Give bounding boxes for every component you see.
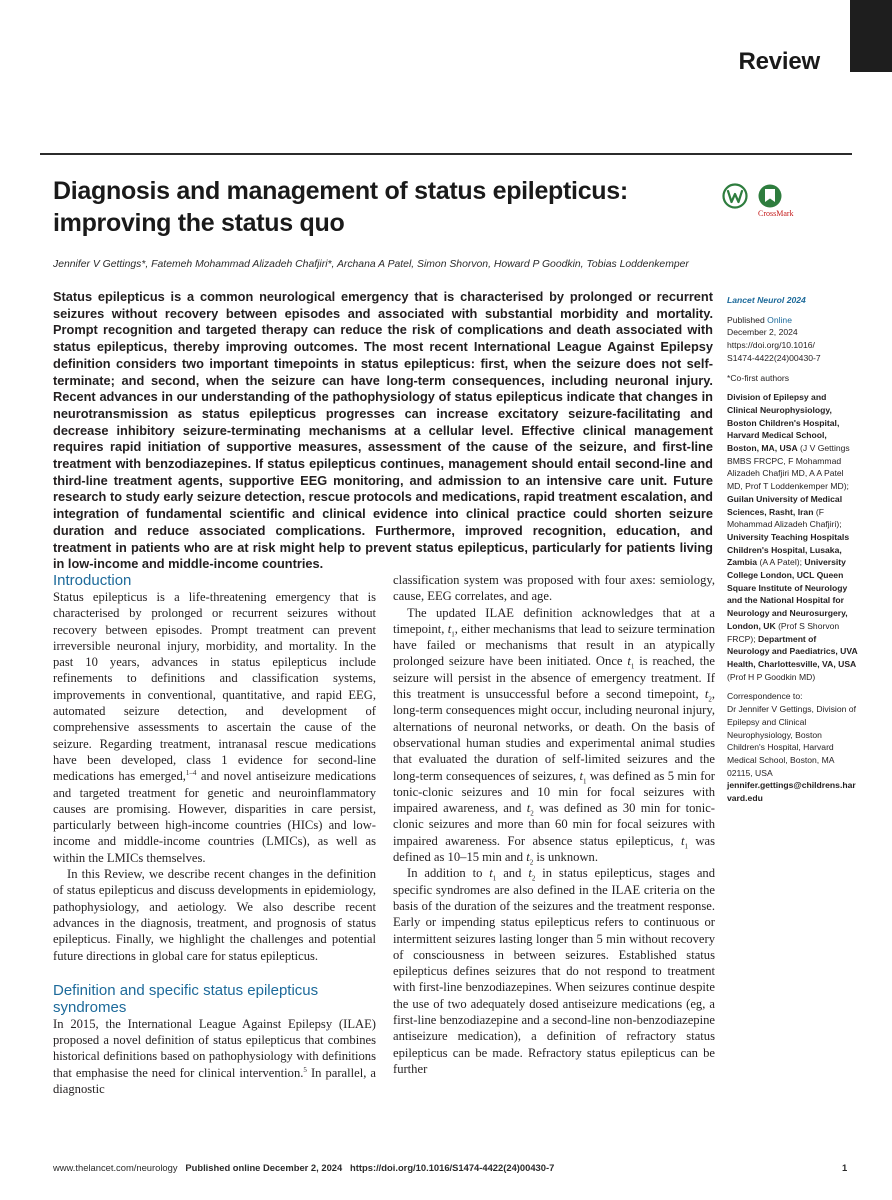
- crossmark-icon[interactable]: [759, 185, 782, 208]
- paragraph: [53, 1016, 376, 1097]
- footer-published: Published online December 2, 2024: [185, 1162, 343, 1173]
- article-sidebar: [727, 294, 859, 805]
- doi-link-line-2[interactable]: S1474-4422(24)00430-7: [727, 352, 821, 363]
- section-kicker: Review: [738, 48, 820, 75]
- abstract: Status epilepticus is a common neurological emergency that is characterised by prolonged or recurrent seizures without recovery between episodes and associated with substantial morbidity and mortality. Prompt recognition and targeted therapy can reduce the risk of complications and death associated with status epilepticus, thereby improving outcomes. The most recent International League Against Epilepsy definition considers two important timepoints in status epilepticus: first, when the seizure does not self-terminate; and second, when the seizure can have long-term consequences, including neuronal injury. Recent advances in our understanding of the pathophysiology of status epilepticus indicate that changes in neurotransmission as status epilepticus progresses can increase excitatory seizure-facilitating and decrease inhibitory seizure-terminating mechanisms at a cellular level. Effective clinical management requires rapid initiation of supportive measures, assessment of the cause of the seizure, and first-line treatment with benzodiazepines. If status epilepticus continues, management should entail second-line and third-line treatment agents, supportive EEG monitoring, and admission to an intensive care unit. Future research to study early seizure detection, rescue protocols and medications, rapid treatment escalation, and integration of fundamental scientific and clinical evidence into clinical practice could shorten seizure duration and reduce associated complications. Furthermore, improved recognition, education, and treatment in patients who are at risk might help to prevent status epilepticus, particularly for patients living in low-income and middle-income countries.: [53, 289, 713, 572]
- body-column-2: [393, 572, 715, 1077]
- publication-date: December 2, 2024: [727, 327, 798, 338]
- page-footer: [53, 1162, 554, 1173]
- paragraph-text: Status epilepticus is a life-threatening emergency that is characterised by prolonged or recurrent seizures without recovery between episodes. Prompt treatment can prevent irreversible neuronal injury, morbidity, and mortality. In the past 10 years, advances in status epilepticus include refinements to definitions and classification systems, improvements in conventional, quantitative, and rapid EEG, automated seizure detection, and development of comprehensive assessments to ascertain the cause of the seizure. Regarding treatment, intranasal rescue medications have been developed, class 1 evidence for second-line medications has emerged,: [53, 590, 376, 784]
- section-heading-introduction: Introduction: [53, 572, 132, 589]
- paragraph: In this Review, we describe recent changes in the definition of status epilepticus and discuss developments in epidemiology, pathophysiology, and aetiology. We also describe recent advances in the diagnosis, treatment, and prognosis of status epilepticus. Finally, we highlight the challenges and potential future directions in global care for status epilepticus.: [53, 867, 376, 963]
- heading-line: syndromes: [53, 998, 127, 1016]
- correspondence-email[interactable]: jennifer.gettings@childrens.harvard.edu: [727, 780, 856, 804]
- affiliation: Division of Epilepsy and Clinical Neurophysiology, Boston Children's Hospital, Harvard Medical School, Boston, MA, USA (J V Gettings BMBS FRCPC, F Mohammad Alizadeh Chafjiri MD, A A Patel MD, Prof T Loddenkemper MD); Guilan University of Medical Sciences, Rasht, Iran (F Mohammad Alizadeh Chafjiri); University Teaching Hospitals Children's Hospital, Lusaka, Zambia (A A Patel); University College London, UCL Queen Square Institute of Neurology and the National Hospital for Neurology and Neurosurgery, London, UK (Prof S Shorvon FRCP); Department of Neurology and Paediatrics, UVA Health, Charlottesville, VA, USA (Prof H P Goodkin MD): [727, 392, 858, 682]
- reference-link[interactable]: 5: [303, 1065, 307, 1074]
- co-first-note: *Co-first authors: [727, 372, 790, 383]
- journal-citation: Lancet Neurol 2024: [727, 295, 806, 305]
- paragraph-text: In parallel, a diagnostic: [53, 1065, 376, 1097]
- body-column-1: [53, 572, 376, 1097]
- title-line-2: improving the status quo: [53, 209, 345, 237]
- correspondence-label: Correspondence to:: [727, 691, 803, 702]
- heading-line: Definition and specific status epilepticus: [53, 981, 319, 999]
- title-line-1: Diagnosis and management of status epilepticus:: [53, 177, 628, 205]
- page-number: 1: [842, 1162, 848, 1173]
- section-heading-definition: [53, 982, 376, 1016]
- correspondence-address: Dr Jennifer V Gettings, Division of Epilepsy and Clinical Neurophysiology, Boston Children's Hospital, Harvard Medical School, Boston, MA 02115, USA: [727, 704, 856, 778]
- reference-link[interactable]: 1–4: [185, 769, 197, 778]
- article-title: [53, 175, 693, 239]
- paragraph-text: In 2015, the International League Against Epilepsy (ILAE) proposed a novel definition of status epilepticus that combines historical definitions based on pathophysiology with definitions that emphasise the need for clinical intervention.: [53, 1016, 376, 1080]
- paragraph: The updated ILAE definition acknowledges that at a timepoint, $t_1$, either mechanisms that lead to seizure termination have failed or mechanisms that result in an atypically prolonged seizure have been initiated. Once $t_1$ is reached, the seizure will persist in the absence of emergency treatment. If this treatment is unsuccessful before a second timepoint, $t_2$, long-term consequences might occur, including neuronal injury, alternations of neuronal networks, or death. On the basis of observational human studies and experimental animal studies that evaluated the duration of self-limited seizures and the long-term consequences of seizures, $t_1$ was defined as 5 min for tonic-clonic seizures and 10 min for focal seizures with impaired awareness, and $t_2$ was defined as 30 min for tonic-clonic seizures and more than 60 min for focal seizures with impaired awareness. For absence status epilepticus, $t_1$ was defined as 10–15 min and $t_2$ is unknown.: [393, 605, 715, 867]
- publication-status: Published Online: [727, 314, 792, 325]
- paragraph: In addition to $t_1$ and $t_2$ in status epilepticus, stages and specific syndromes are also defined in the ILAE criteria on the basis of the duration of the seizures and the treatment response. Early or impending status epilepticus refers to continuous or intermittent seizures lasting longer than 5 min without recovery of consciousness in between seizures. Established status epilepticus defines seizures that do not respond to treatment with first-line benzodiazepines. When seizures continue despite the use of two adequately dosed antiseizure medications (eg, a first-line benzodiazepine and a second-line non-benzodiazepine antiseizure medication), a definition of refractory status epilepticus can be made. Refractory status epilepticus can be further: [393, 866, 716, 1076]
- doi-link-line-1[interactable]: https://doi.org/10.1016/: [727, 340, 815, 351]
- footer-site-link[interactable]: www.thelancet.com/neurology: [53, 1162, 178, 1173]
- author-list: Jennifer V Gettings*, Fatemeh Mohammad Alizadeh Chafjiri*, Archana A Patel, Simon Shorvon, Howard P Goodkin, Tobias Loddenkemper: [53, 259, 689, 270]
- header-dark-bar: [850, 0, 892, 72]
- header-rule: [40, 153, 852, 155]
- paragraph-text: and novel antiseizure medications and targeted treatment for genetic and neuroinflammatory causes are promising. However, disparities in care persist, particularly between high-income countries (HICs) and low-income and middle-income countries (LMICs), as well as within the LMICs themselves.: [53, 769, 376, 865]
- paragraph: [53, 589, 376, 866]
- paragraph: classification system was proposed with four axes: semiology, cause, EEG correlates, and age.: [393, 573, 715, 604]
- footer-doi-link[interactable]: https://doi.org/10.1016/S1474-4422(24)00430-7: [350, 1162, 555, 1173]
- crossmark-label: CrossMark: [758, 209, 794, 218]
- open-access-icon[interactable]: [724, 185, 747, 208]
